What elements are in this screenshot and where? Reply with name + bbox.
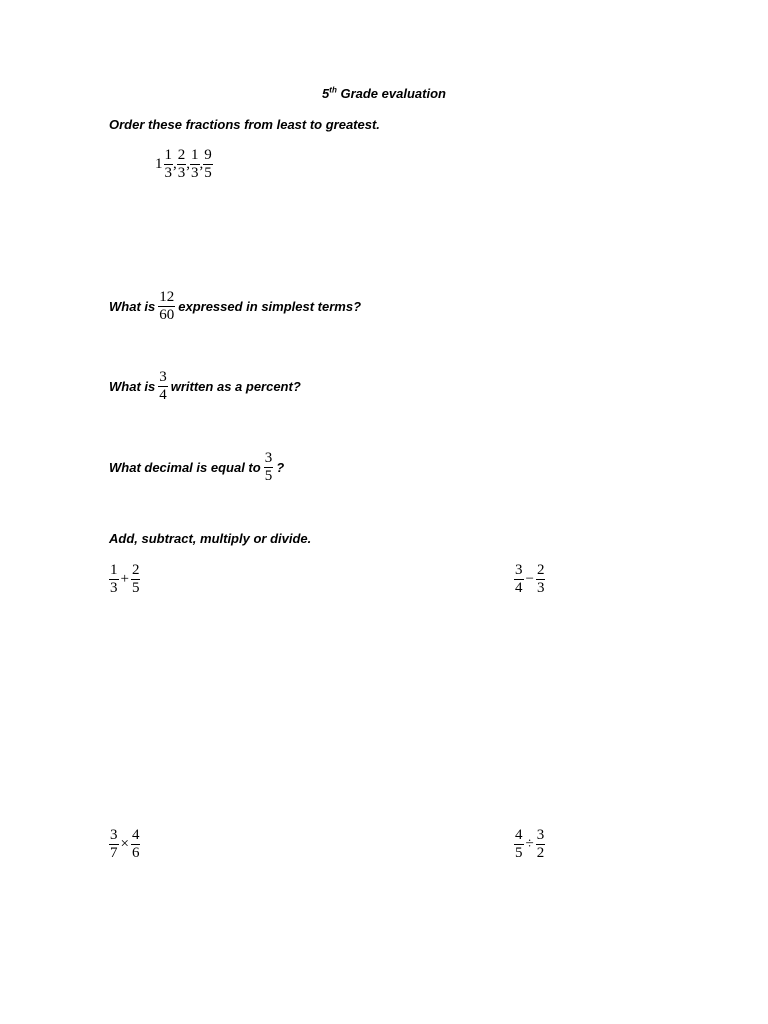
problem-subtraction [514,563,545,596]
denominator: 6 [131,845,140,861]
denominator: 3 [191,165,199,181]
numerator: 4 [515,827,523,843]
denominator: 5 [204,165,212,181]
fraction [264,451,274,484]
title-ordinal-suffix: th [329,85,337,95]
denominator: 4 [159,387,167,403]
denominator: 3 [164,165,172,181]
title-ordinal: 5 [322,86,330,101]
fraction [158,290,175,323]
fraction-list [155,148,213,181]
fraction [131,828,141,861]
fraction [158,370,168,403]
question-percent [109,370,301,403]
numerator: 3 [264,450,273,466]
question-prefix: What is [109,299,156,314]
separator: , [199,156,204,172]
separator: , [186,156,190,172]
divide-operator: ÷ [525,836,534,852]
numerator: 3 [110,827,118,843]
denominator: 2 [536,845,545,861]
operations-heading [109,531,311,546]
fraction [203,148,213,181]
numerator: 2 [536,562,545,578]
problem-addition [109,563,140,596]
times-operator: × [120,836,129,852]
question-suffix: ? [276,460,285,475]
page-title [0,86,768,101]
question-simplest-terms [109,290,361,323]
problem-division [514,828,545,861]
fraction [514,828,524,861]
title-text: Grade evaluation [340,86,446,101]
minus-operator: − [525,571,534,587]
denominator: 5 [515,845,523,861]
numerator: 3 [159,369,167,385]
question-prefix: What decimal is equal to [109,460,261,475]
numerator: 4 [131,827,140,843]
question-prefix: What is [109,379,156,394]
numerator: 1 [110,562,118,578]
denominator: 5 [131,580,140,596]
question-suffix: written as a percent? [170,379,301,394]
fraction [109,828,119,861]
problem-multiplication [109,828,140,861]
denominator: 5 [264,468,273,484]
denominator: 4 [515,580,523,596]
question-decimal [109,451,284,484]
operations-heading-text: Add, subtract, multiply or divide. [109,531,312,546]
denominator: 7 [110,845,118,861]
mixed-number-whole: 1 [155,156,163,172]
numerator: 1 [191,147,199,163]
fraction [190,148,200,181]
denominator: 3 [536,580,545,596]
numerator: 2 [131,562,140,578]
fraction [164,148,174,181]
fraction [536,563,546,596]
numerator: 12 [159,289,175,305]
question-order-fractions [109,117,380,132]
separator: , [173,156,177,172]
numerator: 9 [204,147,212,163]
denominator: 3 [177,165,186,181]
denominator: 60 [159,307,175,323]
plus-operator: + [120,571,129,587]
fraction [514,563,524,596]
numerator: 1 [164,147,172,163]
denominator: 3 [110,580,118,596]
fraction [536,828,546,861]
numerator: 3 [515,562,523,578]
fraction [109,563,119,596]
numerator: 3 [536,827,545,843]
numerator: 2 [177,147,186,163]
question-suffix: expressed in simplest terms? [178,299,362,314]
question-prompt: Order these fractions from least to greatest. [109,117,380,132]
fraction [131,563,141,596]
fraction [177,148,187,181]
